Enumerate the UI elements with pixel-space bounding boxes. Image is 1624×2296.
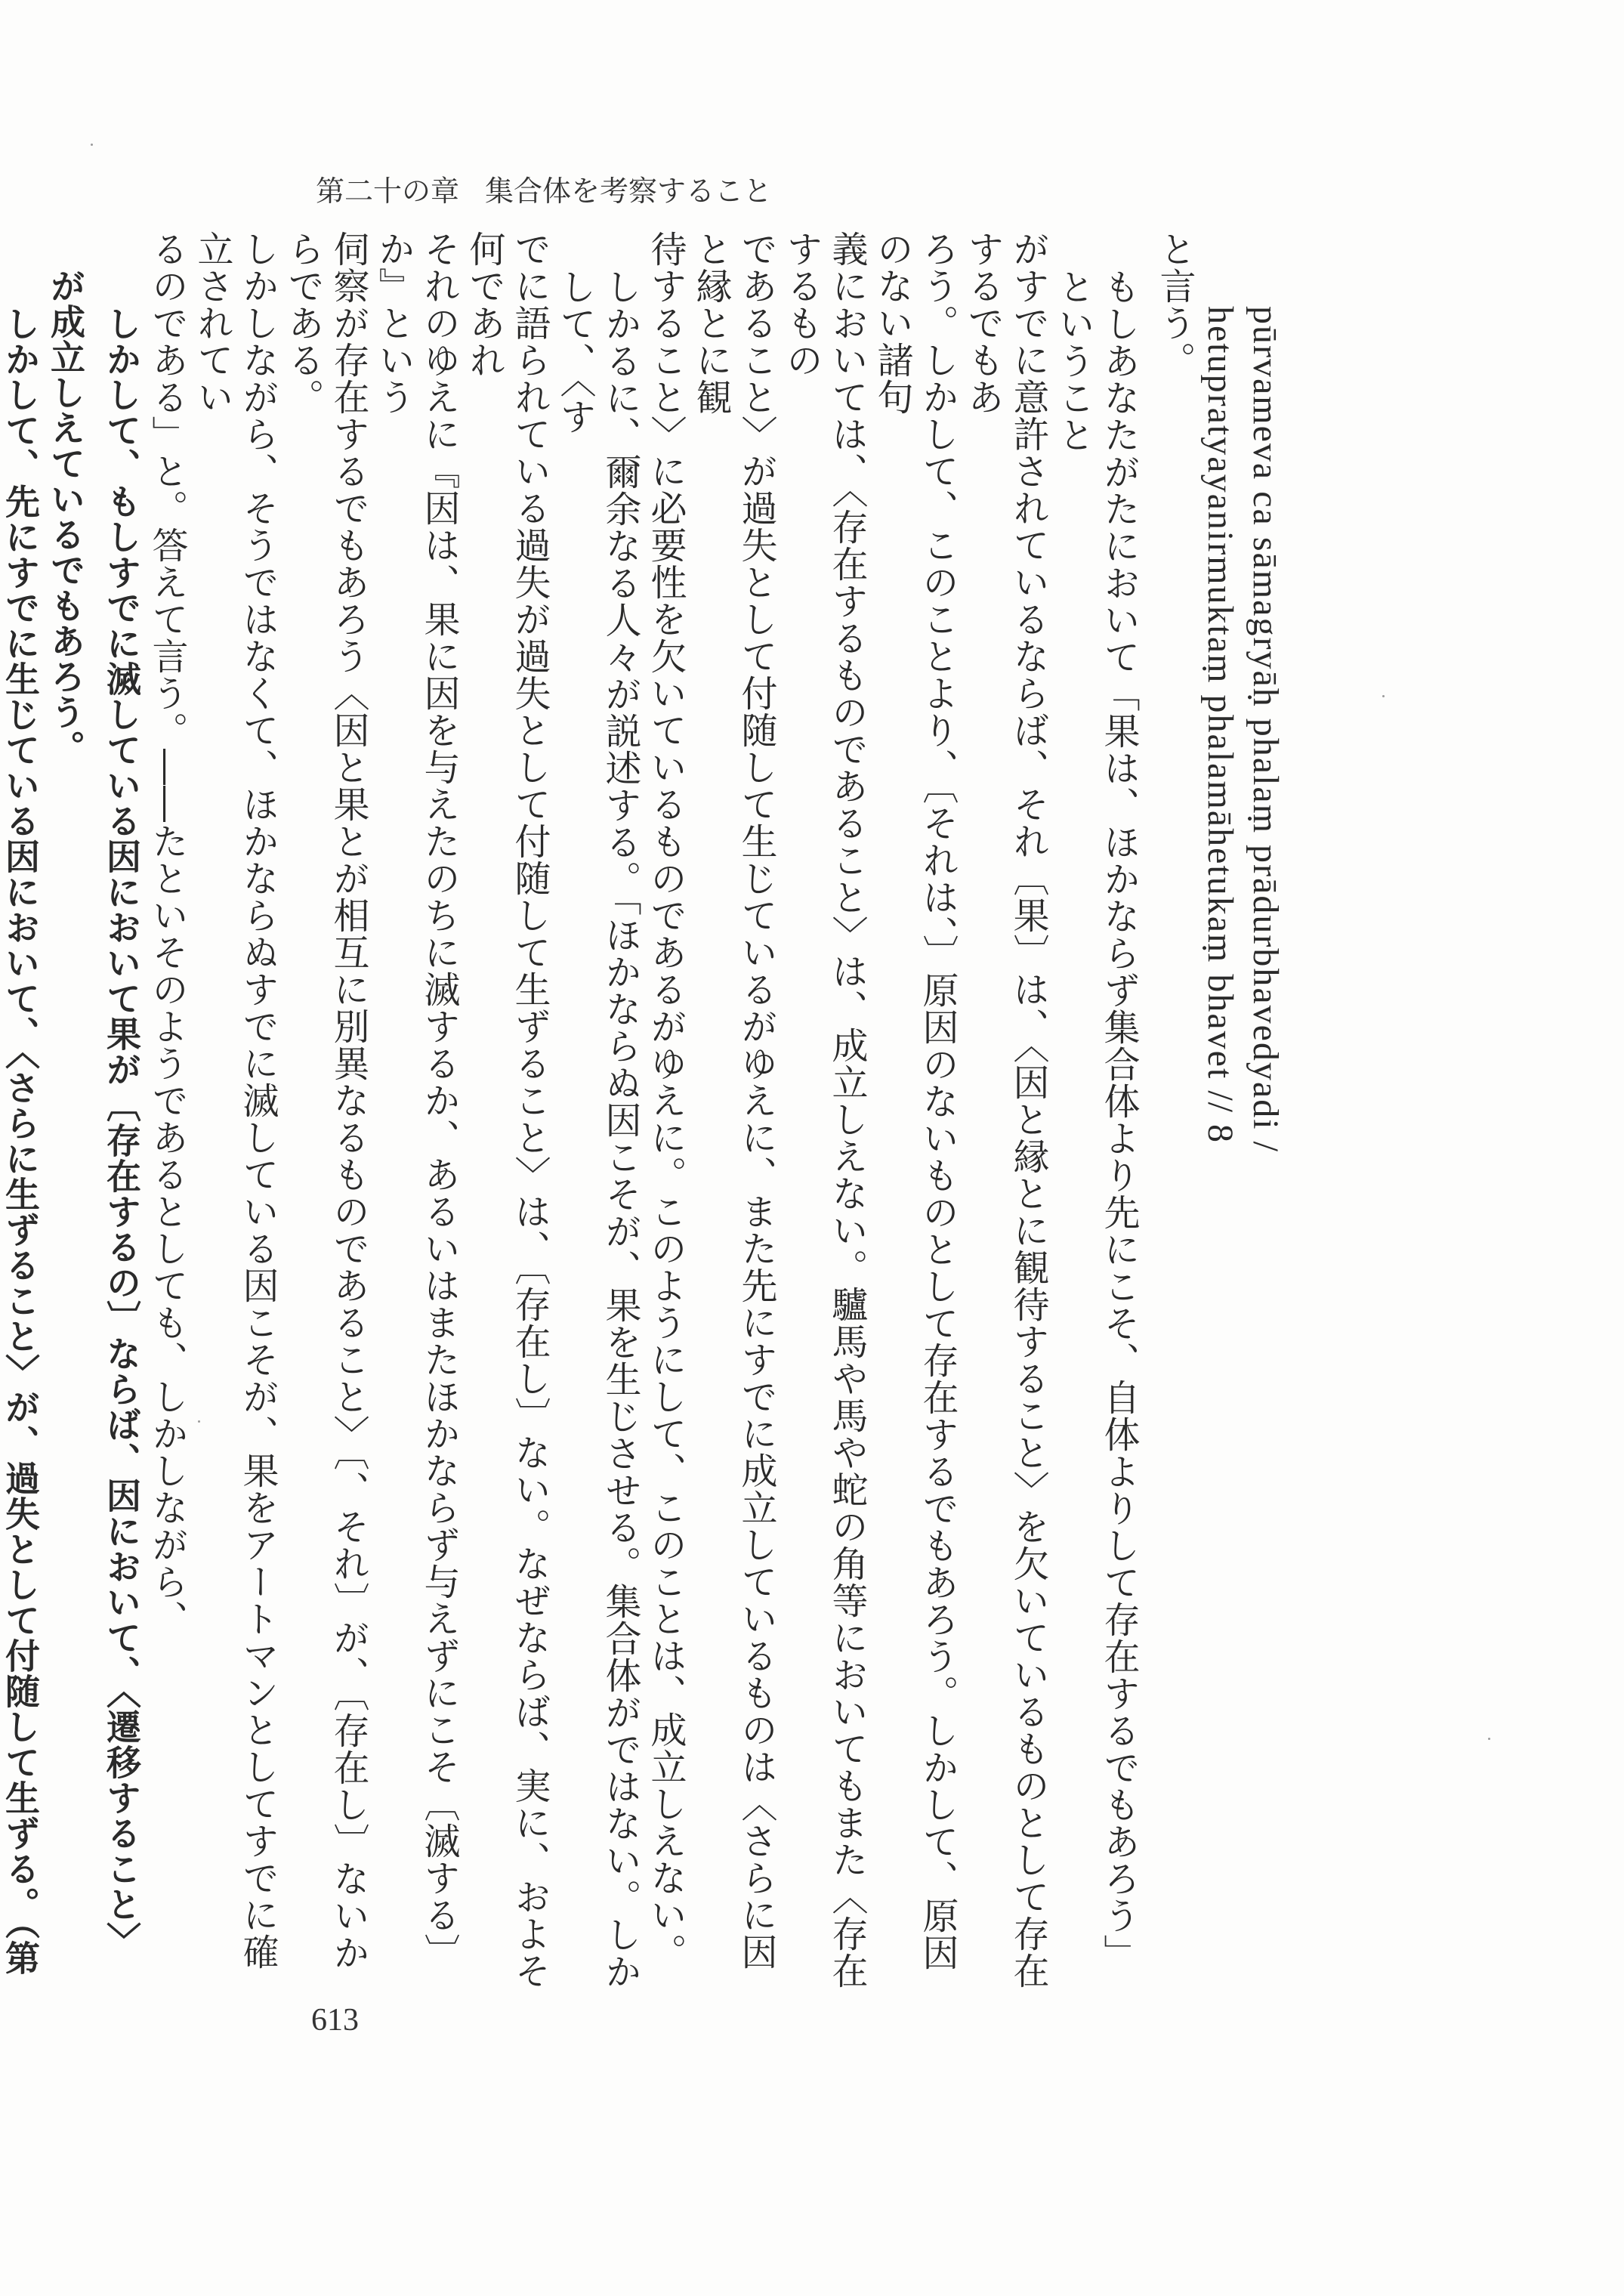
paragraph-3-line-6: るのである」と。答えて言う。――たといそのようであるとしても、しかしながら、 (146, 230, 188, 1637)
verse-8-line-2: hetupratyayanirmuktaṃ phalamāhetukaṃ bhavet // 8 (1200, 306, 1240, 1144)
paragraph-2-line-5: であること〉が過失として付随して生じているがゆえに、また先にすでに成立しているものは〈さらに因と縁とに観 (690, 230, 777, 1970)
scan-speck (1488, 1738, 1490, 1740)
paragraph-2-line-4: 義においては、〈存在するものであること〉は、成立しえない。驢馬や馬や蛇の角等においてもまた〈存在するもの (780, 230, 868, 1989)
running-head-chapter: 第二十の章 (316, 175, 460, 208)
running-head (316, 168, 772, 209)
paragraph-2-line-3: ろう。しかして、このことより、〔それは、〕原因のないものとして存在するでもあろう。しかして、原因のない諸句 (871, 230, 959, 1971)
paragraph-3-line-2: でに語られている過失が過失として付随して生ずること〉は、〔存在し〕ない。なぜならば、実に、およそ何であれ (463, 230, 551, 1989)
paragraph-1-end: と言う。 (1153, 230, 1196, 379)
scan-speck (1382, 695, 1385, 697)
paragraph-2-line-1: もしあなたがたにおいて「果は、ほかならず集合体より先にこそ、自体よりして存在するでもあろう」ということ (1052, 268, 1140, 1971)
paragraph-3-line-5: しかしながら、そうではなくて、ほかならぬすでに滅している因こそが、果をアートマンとしてすでに確立されてい (191, 230, 279, 1970)
paragraph-5-line-1: しかして、先にすでに生じている因において、〈さらに生ずること〉が、過失として付随して生ずる。（第 (0, 306, 41, 1976)
scan-speck (91, 144, 93, 146)
vertical-body-text (0, 230, 1288, 2006)
verse-8-line-1: pūrvameva ca sāmagryāḥ phalaṃ prādurbhavedyadi / (1246, 306, 1286, 1153)
paragraph-3-line-1: しかるに、爾余なる人々が説述する。「ほかならぬ因こそが、果を生じさせる。集合体がではない。しかして、〈す (554, 268, 641, 1990)
running-head-title: 集合体を考察すること (485, 175, 773, 208)
paragraph-3-line-3: それのゆえに『因は、果に因を与えたのちに滅するか、あるいはまたほかならず与えずにこそ〔滅する〕か』という (372, 230, 460, 1970)
paragraph-4-line-1: しかして、もしすでに滅している因において果が〔存在するの〕ならば、因において、〈遷移すること〉 (101, 306, 142, 1958)
paragraph-2-line-2: がすでに意許されているならば、それ〔果〕は、〈因と縁とに観待すること〉を欠いているものとして存在するでもあ (962, 230, 1049, 1989)
paragraph-2-line-6: 待すること〉に必要性を欠いているものであるがゆえに。このようにして、このことは、成立しえない。 (644, 230, 687, 1970)
paragraph-4-line-2: が成立しえているでもあろう。 (45, 268, 86, 765)
page-number: 613 (311, 2003, 359, 2038)
paragraph-3-line-4: 伺察が存在するでもあろう〈因と果とが相互に別異なるものであること〉〔、それ〕が、〔存在し〕ないからである。 (282, 230, 369, 1971)
scan-speck (198, 1420, 200, 1423)
